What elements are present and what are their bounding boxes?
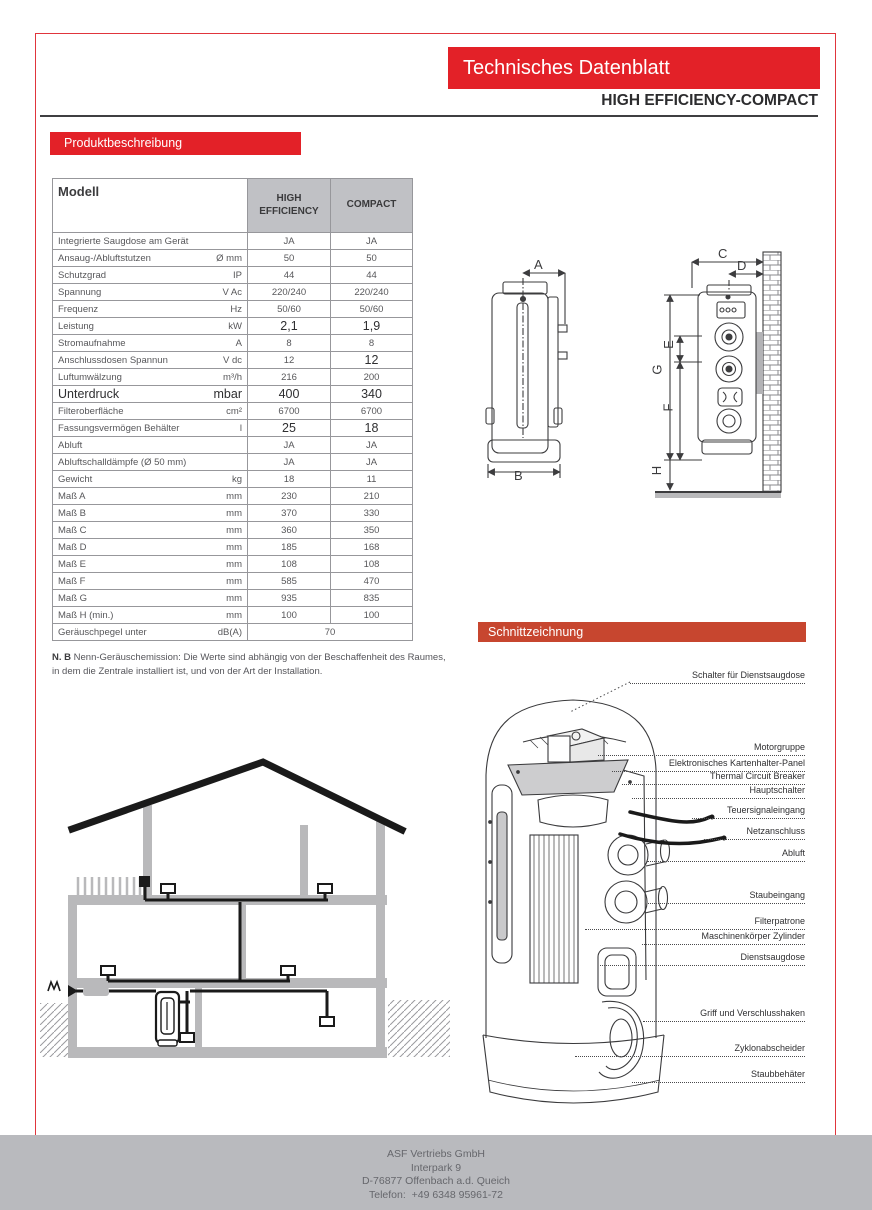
spec-label-cell bbox=[53, 539, 248, 556]
section-cutaway-drawing: Schnittzeichnung bbox=[478, 622, 806, 642]
spec-unit: mm bbox=[226, 524, 242, 536]
footer-phone: Telefon: +49 6348 95961-72 bbox=[369, 1188, 503, 1201]
spec-label: Gewicht bbox=[58, 473, 93, 485]
cutaway-label: Thermal Circuit Breaker bbox=[622, 770, 805, 785]
spec-value: 2,1 bbox=[248, 318, 331, 335]
cutaway-label: Teuersignaleingang bbox=[692, 804, 805, 819]
title-banner: Technisches Datenblatt bbox=[448, 47, 820, 89]
spec-label: Maß F bbox=[58, 575, 86, 587]
spec-unit: kW bbox=[228, 320, 242, 332]
spec-label-cell bbox=[53, 590, 248, 607]
cutaway-label: Maschinenkörper Zylinder bbox=[642, 930, 805, 945]
spec-value: 1,9 bbox=[331, 318, 413, 335]
spec-value: 185 bbox=[248, 539, 331, 556]
spec-unit: kg bbox=[231, 473, 242, 485]
spec-row bbox=[53, 522, 413, 539]
spec-label: Maß C bbox=[58, 524, 87, 536]
spec-value: 44 bbox=[248, 267, 331, 284]
spec-unit: cm² bbox=[226, 405, 242, 417]
footer-company: ASF Vertriebs GmbH bbox=[386, 1148, 486, 1160]
spec-row bbox=[53, 301, 413, 318]
spec-unit: mm bbox=[226, 592, 242, 604]
spec-unit: mm bbox=[226, 609, 242, 621]
cutaway-label: Dienstsaugdose bbox=[600, 951, 805, 966]
spec-label: Integrierte Saugdose am Gerät bbox=[58, 235, 189, 247]
spec-label-cell bbox=[53, 318, 248, 335]
noise-note bbox=[52, 651, 450, 679]
spec-unit: mm bbox=[226, 575, 242, 587]
cutaway-label: Schalter für Dienstsaugdose bbox=[630, 669, 805, 684]
spec-unit: l bbox=[239, 422, 242, 434]
spec-value: 230 bbox=[248, 488, 331, 505]
dim-letter-b: B bbox=[514, 468, 523, 483]
spec-value: JA bbox=[331, 437, 413, 454]
spec-label-cell bbox=[53, 556, 248, 573]
spec-row bbox=[53, 369, 413, 386]
side-view bbox=[655, 252, 781, 498]
spec-value: 6700 bbox=[248, 403, 331, 420]
spec-label: Ansaug-/Abluftstutzen bbox=[58, 252, 151, 264]
spec-value: 50 bbox=[331, 250, 413, 267]
spec-row bbox=[53, 250, 413, 267]
spec-value: 168 bbox=[331, 539, 413, 556]
spec-value: 18 bbox=[248, 471, 331, 488]
footer bbox=[0, 1135, 872, 1210]
spec-label-cell bbox=[53, 607, 248, 624]
footer-city: D-76877 Offenbach a.d. Queich bbox=[361, 1175, 511, 1187]
spec-label: Maß A bbox=[58, 490, 86, 502]
spec-value: JA bbox=[331, 233, 413, 250]
spec-value: 12 bbox=[248, 352, 331, 369]
spec-label: Unterdruck bbox=[58, 387, 120, 401]
spec-label: Filteroberfläche bbox=[58, 405, 124, 417]
spec-row bbox=[53, 607, 413, 624]
spec-row bbox=[53, 505, 413, 522]
spec-label-cell bbox=[53, 522, 248, 539]
spec-label-cell bbox=[53, 505, 248, 522]
spec-value: 108 bbox=[248, 556, 331, 573]
cutaway-label: Elektronisches Kartenhalter-Panel bbox=[612, 757, 805, 772]
spec-row bbox=[53, 318, 413, 335]
spec-value: 18 bbox=[331, 420, 413, 437]
spec-value: 12 bbox=[331, 352, 413, 369]
spec-value: 210 bbox=[331, 488, 413, 505]
spec-label-cell bbox=[53, 335, 248, 352]
spec-label-cell bbox=[53, 488, 248, 505]
note-prefix: N. B bbox=[52, 652, 71, 663]
spec-row bbox=[53, 420, 413, 437]
spec-label: Stromaufnahme bbox=[58, 337, 126, 349]
spec-label-cell bbox=[53, 624, 248, 641]
spec-value: 835 bbox=[331, 590, 413, 607]
cutaway-label: Staubbehäter bbox=[632, 1068, 805, 1083]
spec-label: Maß B bbox=[58, 507, 86, 519]
spec-unit: Hz bbox=[230, 303, 242, 315]
spec-label-cell bbox=[53, 233, 248, 250]
spec-unit: dB(A) bbox=[217, 626, 242, 638]
cutaway-label: Staubeingang bbox=[648, 889, 805, 904]
spec-label: Luftumwälzung bbox=[58, 371, 122, 383]
spec-value: 370 bbox=[248, 505, 331, 522]
spec-value: 11 bbox=[331, 471, 413, 488]
cutaway-label: Zyklonabscheider bbox=[575, 1042, 805, 1057]
dim-letter-d: D bbox=[737, 258, 747, 273]
spec-value: 220/240 bbox=[248, 284, 331, 301]
spec-row bbox=[53, 352, 413, 369]
spec-unit: Ø mm bbox=[216, 252, 242, 264]
spec-value: 100 bbox=[331, 607, 413, 624]
spec-label-cell bbox=[53, 420, 248, 437]
spec-label-cell bbox=[53, 403, 248, 420]
model-header-cell: Modell bbox=[53, 179, 248, 233]
spec-label: Maß D bbox=[58, 541, 87, 553]
spec-label-cell bbox=[53, 369, 248, 386]
table-header-row bbox=[53, 179, 413, 233]
spec-value: 935 bbox=[248, 590, 331, 607]
spec-value: 220/240 bbox=[331, 284, 413, 301]
spec-value: 8 bbox=[248, 335, 331, 352]
spec-row bbox=[53, 454, 413, 471]
spec-label-cell bbox=[53, 267, 248, 284]
spec-label: Schutzgrad bbox=[58, 269, 107, 281]
spec-value: 50/60 bbox=[331, 301, 413, 318]
spec-row bbox=[53, 573, 413, 590]
spec-label: Frequenz bbox=[58, 303, 99, 315]
cutaway-label: Hauptschalter bbox=[632, 784, 805, 799]
spec-row bbox=[53, 539, 413, 556]
spec-value: 470 bbox=[331, 573, 413, 590]
spec-row bbox=[53, 284, 413, 301]
spec-value: JA bbox=[248, 437, 331, 454]
spec-unit: m³/h bbox=[223, 371, 242, 383]
spec-label: Geräuschpegel unter bbox=[58, 626, 147, 638]
spec-label: Spannung bbox=[58, 286, 102, 298]
spec-label: Abluftschalldämpfe (Ø 50 mm) bbox=[58, 456, 187, 468]
footer-street: Interpark 9 bbox=[410, 1161, 462, 1174]
spec-row bbox=[53, 437, 413, 454]
note-text: Nenn-Geräuschemission: Die Werte sind abhängig von der Beschaffenheit des Raumes, in dem die Zentrale installiert ist, und von der Art der Installation. bbox=[52, 652, 446, 677]
spec-label: Maß G bbox=[58, 592, 88, 604]
spec-row bbox=[53, 590, 413, 607]
dimension-drawings bbox=[470, 240, 830, 525]
spec-value: 216 bbox=[248, 369, 331, 386]
spec-unit: mm bbox=[226, 507, 242, 519]
spec-value: 360 bbox=[248, 522, 331, 539]
spec-unit: mm bbox=[226, 558, 242, 570]
spec-value: 8 bbox=[331, 335, 413, 352]
spec-label: Maß E bbox=[58, 558, 86, 570]
cutaway-label: Motorgruppe bbox=[598, 741, 805, 756]
spec-unit: mm bbox=[226, 541, 242, 553]
dim-letter-a: A bbox=[534, 257, 543, 272]
spec-value: JA bbox=[331, 454, 413, 471]
cutaway-label: Netzanschluss bbox=[704, 825, 805, 840]
spec-unit: mm bbox=[226, 490, 242, 502]
spec-value: JA bbox=[248, 233, 331, 250]
spec-label-cell bbox=[53, 454, 248, 471]
house-installation-diagram bbox=[40, 745, 460, 1075]
spec-row bbox=[53, 471, 413, 488]
column-header-high-efficiency: HIGH EFFICIENCY bbox=[248, 179, 331, 233]
dim-letter-f: F bbox=[660, 403, 676, 412]
spec-unit: mbar bbox=[213, 387, 242, 401]
spec-row bbox=[53, 488, 413, 505]
spec-row bbox=[53, 233, 413, 250]
spec-row bbox=[53, 386, 413, 403]
spec-label: Anschlussdosen Spannun bbox=[58, 354, 168, 366]
cutaway-label: Abluft bbox=[647, 847, 805, 862]
spec-row bbox=[53, 403, 413, 420]
dim-letter-g: G bbox=[649, 364, 665, 375]
spec-label-cell bbox=[53, 301, 248, 318]
dim-letter-h: H bbox=[649, 465, 665, 476]
spec-label-cell bbox=[53, 386, 248, 403]
spec-value: 330 bbox=[331, 505, 413, 522]
spec-label: Maß H (min.) bbox=[58, 609, 114, 621]
spec-label-cell bbox=[53, 437, 248, 454]
spec-label: Fassungsvermögen Behälter bbox=[58, 422, 180, 434]
column-header-compact: COMPACT bbox=[331, 179, 413, 233]
dim-letter-c: C bbox=[718, 246, 728, 261]
spec-row bbox=[53, 335, 413, 352]
spec-value: 50/60 bbox=[248, 301, 331, 318]
spec-value: 50 bbox=[248, 250, 331, 267]
spec-row bbox=[53, 556, 413, 573]
spec-label-cell bbox=[53, 284, 248, 301]
spec-value: 100 bbox=[248, 607, 331, 624]
spec-value: 585 bbox=[248, 573, 331, 590]
spec-value: 400 bbox=[248, 386, 331, 403]
spec-value: 25 bbox=[248, 420, 331, 437]
spec-label: Leistung bbox=[58, 320, 94, 332]
spec-label-cell bbox=[53, 573, 248, 590]
spec-unit: V dc bbox=[222, 354, 242, 366]
spec-label-cell bbox=[53, 471, 248, 488]
spec-value: 200 bbox=[331, 369, 413, 386]
header-rule bbox=[40, 115, 818, 117]
spec-value: 350 bbox=[331, 522, 413, 539]
spec-value-span: 70 bbox=[248, 624, 413, 641]
spec-value: 6700 bbox=[331, 403, 413, 420]
spec-value: 340 bbox=[331, 386, 413, 403]
spec-unit: IP bbox=[233, 269, 242, 281]
product-line-title: HIGH EFFICIENCY-COMPACT bbox=[601, 92, 818, 109]
front-view bbox=[486, 273, 567, 478]
dim-letter-e: E bbox=[660, 340, 676, 349]
spec-value: 108 bbox=[331, 556, 413, 573]
spec-label-cell bbox=[53, 352, 248, 369]
spec-label: Abluft bbox=[58, 439, 83, 451]
spec-unit: V Ac bbox=[222, 286, 242, 298]
spec-row bbox=[53, 267, 413, 284]
spec-unit: A bbox=[235, 337, 242, 349]
cutaway-label: Filterpatrone bbox=[585, 915, 805, 930]
spec-value: JA bbox=[248, 454, 331, 471]
spec-table bbox=[52, 178, 413, 641]
spec-label-cell bbox=[53, 250, 248, 267]
cutaway-label: Griff und Verschlusshaken bbox=[643, 1007, 805, 1022]
spec-value: 44 bbox=[331, 267, 413, 284]
spec-row bbox=[53, 624, 413, 641]
section-product-description: Produktbeschreibung bbox=[50, 132, 301, 155]
